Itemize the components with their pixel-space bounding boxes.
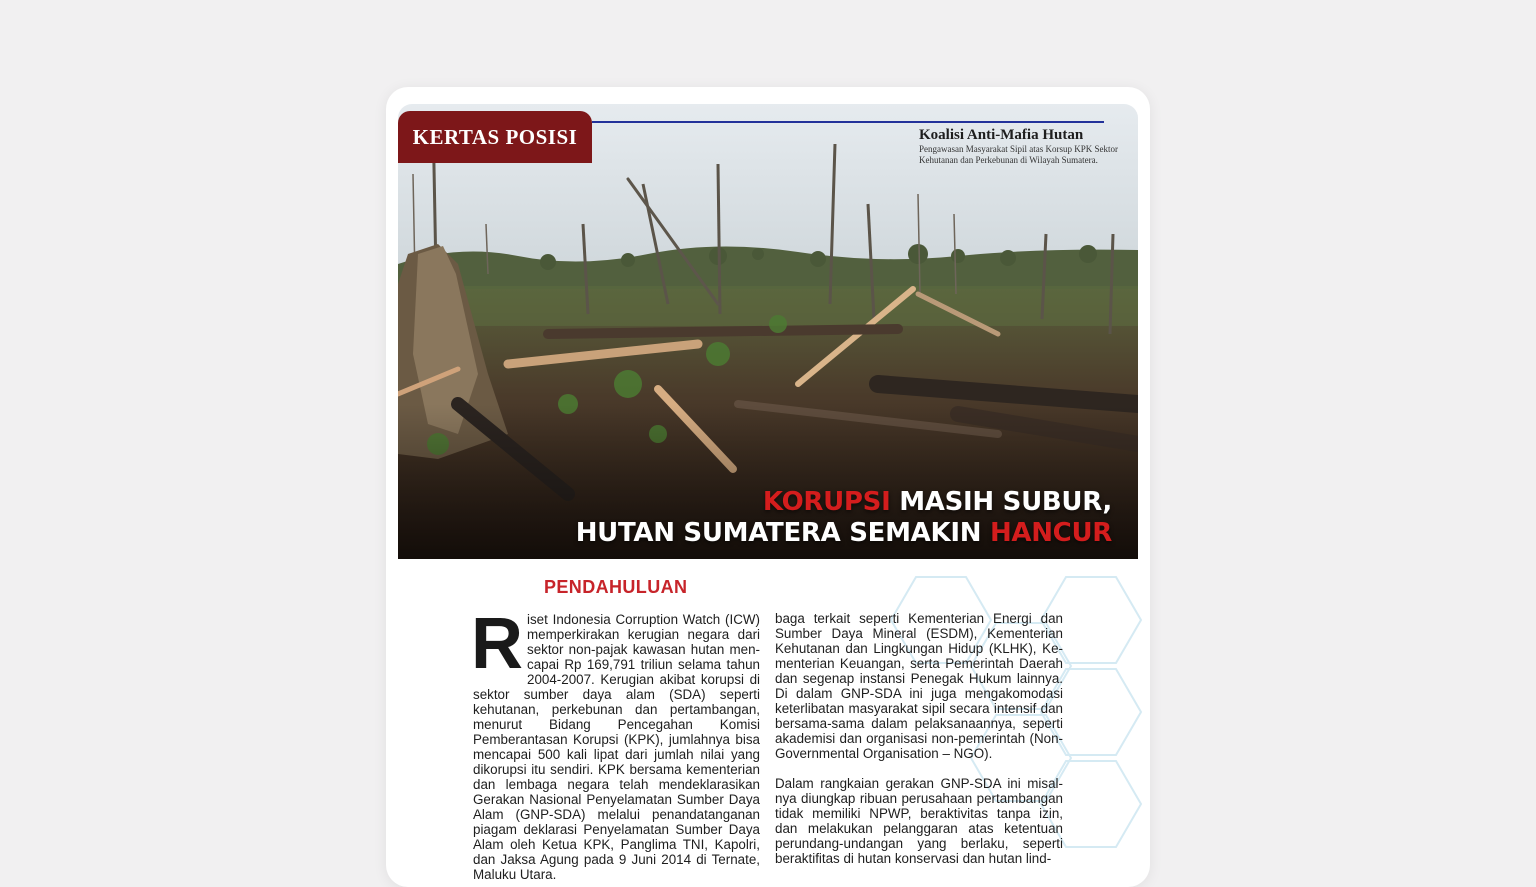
- organization-name: Koalisi Anti-Mafia Hutan: [919, 127, 1084, 143]
- section-title: PENDAHULUAN: [544, 577, 688, 597]
- headline-line-1: [576, 487, 1112, 518]
- headline-white-2: HUTAN SUMATERA SEMAKIN: [575, 518, 990, 548]
- headline-red-word-1: KORUPSI: [762, 487, 891, 517]
- organization-block: [919, 127, 1129, 165]
- headline: [576, 487, 1112, 549]
- document-type-tag: KERTAS POSISI: [398, 111, 592, 163]
- document-page: [386, 87, 1150, 887]
- column-1-text: iset Indonesia Corruption Watch (ICW) memperkirakan kerugian negara dari sektor non-pajak kawasan hutan mencapai Rp 169,791 triliun selama tahun 2004-2007. Kerugian akibat korupsi di sektor sumber daya alam (SDA) seperti kehutanan, perkebunan dan pertambangan, menurut Bidang Pencegahan Komisi Pemberantasan Korupsi (KPK), jumlahnya bisa mencapai 500 kali lipat dari jumlah nilai yang dikorupsi itu sendiri. KPK bersama kementerian dan lembaga negara telah mendeklarasikan Gerakan Nasional Penyelamatan Sumber Daya Alam (GNP-SDA) melalui penandatanganan piagam deklarasi Penyelamatan Sumber Daya Alam oleh Ketua KPK, Panglima TNI, Kapolri, dan Jaksa Agung pada 9 Juni 2014 di Ternate, Maluku Utara.: [473, 612, 760, 882]
- headline-white-1: MASIH SUBUR,: [890, 487, 1112, 517]
- body-column-1: [471, 604, 760, 882]
- drop-cap: R: [471, 604, 523, 684]
- header-rule: [592, 121, 1104, 123]
- headline-line-2: [576, 518, 1112, 549]
- organization-description: Pengawasan Masyarakat Sipil atas Korsup KPK Sektor Kehutanan dan Perkebunan di Wilayah Sumatera.: [919, 144, 1118, 165]
- headline-red-word-2: HANCUR: [989, 518, 1112, 548]
- body-column-2: [775, 611, 1063, 866]
- column-2-paragraph-1: baga terkait seperti Kementerian Energi dan Sumber Daya Mineral (ESDM), Kementerian Kehutanan dan Lingkungan Hidup (KLHK), Kementerian Keuangan, serta Pemerintah Daerah dan segenap instansi Penegak Hukum lainnya. Di dalam GNP-SDA ini juga mengakomodasi keterlibatan masyarakat sipil secara intensif dan bersama-sama dalam pelaksanaannya, seperti akademisi dan organisasi non-pemerintah (Non-Governmental Organisation – NGO).: [775, 611, 1063, 761]
- column-2-paragraph-2: Dalam rangkaian gerakan GNP-SDA ini misalnya diungkap ribuan perusahaan pertambangan tidak memiliki NPWP, beraktivitas tanpa izin, dan melakukan pelanggaran atas ketentuan perundang-undangan yang berlaku, seperti beraktifitas di hutan konservasi dan hutan lind-: [775, 776, 1063, 866]
